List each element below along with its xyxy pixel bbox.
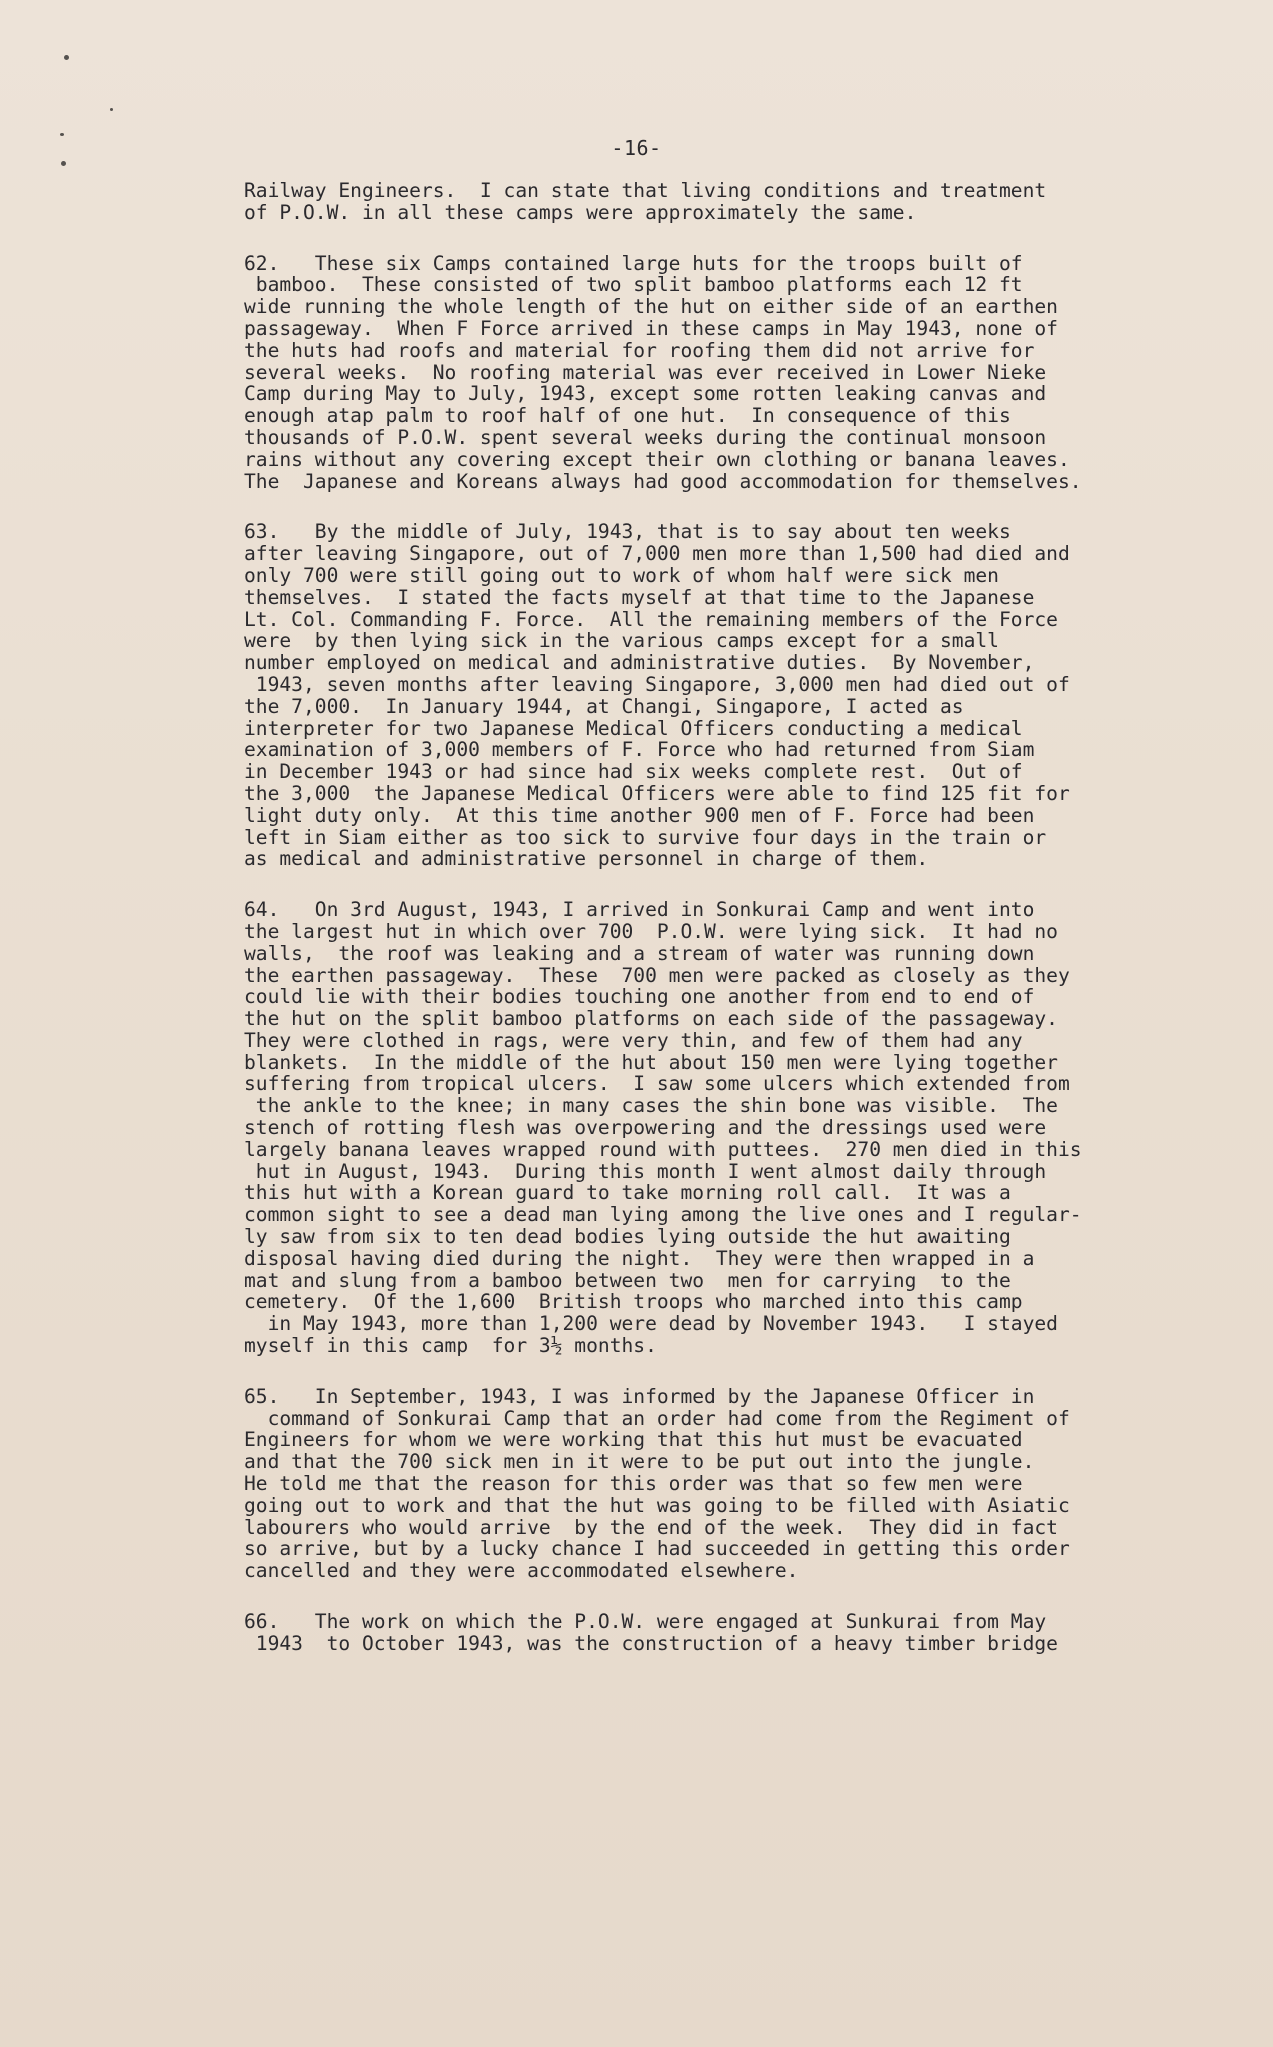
text-line: walls, the roof was leaking and a stream of water was running down	[244, 941, 1035, 965]
paragraph-66	[244, 1611, 1204, 1655]
text-line: themselves. I stated the facts myself at that time to the Japanese	[244, 585, 1035, 609]
text-line: 1943, seven months after leaving Singapore, 3,000 men had died out of	[244, 672, 1070, 696]
text-line: disposal having died during the night. They were then wrapped in a	[244, 1246, 1035, 1270]
text-line: light duty only. At this time another 900 men of F. Force had been	[244, 803, 1035, 827]
text-line: interpreter for two Japanese Medical Officers conducting a medical	[244, 716, 1023, 740]
punch-hole-mark	[110, 108, 113, 111]
text-line: enough atap palm to roof half of one hut. In consequence of this	[244, 404, 1011, 428]
paragraph-65	[244, 1386, 1204, 1582]
text-line: labourers who would arrive by the end of the week. They did in fact	[244, 1515, 1058, 1539]
text-line: 1943 to October 1943, was the construction of a heavy timber bridge	[244, 1631, 1058, 1655]
text-line: rains without any covering except their own clothing or banana leaves.	[244, 447, 1070, 471]
paragraph-62	[244, 253, 1204, 493]
text-line: They were clothed in rags, were very thin, and few of them had any	[244, 1028, 1023, 1052]
text-line: cancelled and they were accommodated elsewhere.	[244, 1559, 799, 1583]
text-line: 62. These six Camps contained large huts for the troops built of	[244, 251, 1023, 275]
text-line: number employed on medical and administrative duties. By November,	[244, 651, 1035, 675]
text-line: 64. On 3rd August, 1943, I arrived in Sonkurai Camp and went into	[244, 898, 1035, 922]
text-line: Lt. Col. Commanding F. Force. All the remaining members of the Force	[244, 607, 1058, 631]
text-line: going out to work and that the hut was going to be filled with Asiatic	[244, 1493, 1070, 1517]
text-line: stench of rotting flesh was overpowering and the dressings used were	[244, 1116, 1047, 1140]
text-line: Engineers for whom we were working that this hut must be evacuated	[244, 1428, 1023, 1452]
text-line: only 700 were still going out to work of whom half were sick men	[244, 563, 999, 587]
text-line: suffering from tropical ulcers. I saw some ulcers which extended from	[244, 1072, 1070, 1096]
text-line: bamboo. These consisted of two split bamboo platforms each 12 ft	[244, 273, 1023, 297]
text-line: the huts had roofs and material for roofing them did not arrive for	[244, 338, 1035, 362]
text-line: were by then lying sick in the various camps except for a small	[244, 629, 999, 653]
text-line: in December 1943 or had since had six weeks complete rest. Out of	[244, 760, 1023, 784]
punch-hole-mark	[61, 161, 66, 166]
paragraph-64	[244, 899, 1204, 1357]
text-line: several weeks. No roofing material was ever received in Lower Nieke	[244, 360, 1047, 384]
text-line: wide running the whole length of the hut on either side of an earthen	[244, 295, 1058, 319]
document-body	[244, 180, 1204, 1684]
text-line: largely banana leaves wrapped round with puttees. 270 men died in this	[244, 1137, 1082, 1161]
text-line: left in Siam either as too sick to survive four days in the train or	[244, 825, 1047, 849]
text-line: in May 1943, more than 1,200 were dead by November 1943. I stayed	[244, 1312, 1058, 1336]
punch-hole-mark	[64, 55, 69, 60]
text-line: the largest hut in which over 700 P.O.W. were lying sick. It had no	[244, 919, 1058, 943]
text-line: common sight to see a dead man lying among the live ones and I regular-	[244, 1203, 1082, 1227]
text-line: The Japanese and Koreans always had good accommodation for themselves.	[244, 469, 1082, 493]
text-line: could lie with their bodies touching one another from end to end of	[244, 985, 1035, 1009]
text-line: as medical and administrative personnel in charge of them.	[244, 847, 929, 871]
text-line: of P.O.W. in all these camps were approximately the same.	[244, 200, 917, 224]
text-line: mat and slung from a bamboo between two men for carrying to the	[244, 1268, 1011, 1292]
text-line: 63. By the middle of July, 1943, that is to say about ten weeks	[244, 520, 1011, 544]
text-line: hut in August, 1943. During this month I went almost daily through	[244, 1159, 1047, 1183]
text-line: Railway Engineers. I can state that living conditions and treatment	[244, 179, 1047, 202]
text-line: cemetery. Of the 1,600 British troops who marched into this camp	[244, 1290, 1023, 1314]
text-line: and that the 700 sick men in it were to be put out into the jungle.	[244, 1450, 1035, 1474]
text-line: blankets. In the middle of the hut about 150 men were lying together	[244, 1050, 1058, 1074]
text-line: Camp during May to July, 1943, except some rotten leaking canvas and	[244, 382, 1047, 406]
text-line: the 7,000. In January 1944, at Changi, Singapore, I acted as	[244, 694, 964, 718]
text-line: the hut on the split bamboo platforms on each side of the passageway.	[244, 1007, 1058, 1031]
text-line: examination of 3,000 members of F. Force who had returned from Siam	[244, 738, 1035, 762]
text-line: 66. The work on which the P.O.W. were engaged at Sunkurai from May	[244, 1610, 1047, 1634]
page-number: -16-	[611, 136, 662, 160]
text-line: this hut with a Korean guard to take morning roll call. It was a	[244, 1181, 1011, 1205]
text-line: passageway. When F Force arrived in these camps in May 1943, none of	[244, 316, 1058, 340]
paragraph-63	[244, 521, 1204, 870]
text-line: thousands of P.O.W. spent several weeks during the continual monsoon	[244, 425, 1047, 449]
text-line: so arrive, but by a lucky chance I had succeeded in getting this order	[244, 1537, 1070, 1561]
text-line: 65. In September, 1943, I was informed by the Japanese Officer in	[244, 1384, 1035, 1408]
text-line: myself in this camp for 3½ months.	[244, 1334, 657, 1358]
text-line: ly saw from six to ten dead bodies lying outside the hut awaiting	[244, 1225, 1011, 1249]
text-line: the 3,000 the Japanese Medical Officers were able to find 125 fit for	[244, 781, 1070, 805]
text-line: the ankle to the knee; in many cases the shin bone was visible. The	[244, 1094, 1058, 1118]
text-line: command of Sonkurai Camp that an order had come from the Regiment of	[244, 1406, 1070, 1430]
text-line: He told me that the reason for this order was that so few men were	[244, 1472, 1023, 1496]
text-line: after leaving Singapore, out of 7,000 men more than 1,500 had died and	[244, 542, 1070, 566]
text-line: the earthen passageway. These 700 men were packed as closely as they	[244, 963, 1070, 987]
paragraph-continuation	[244, 180, 1204, 224]
